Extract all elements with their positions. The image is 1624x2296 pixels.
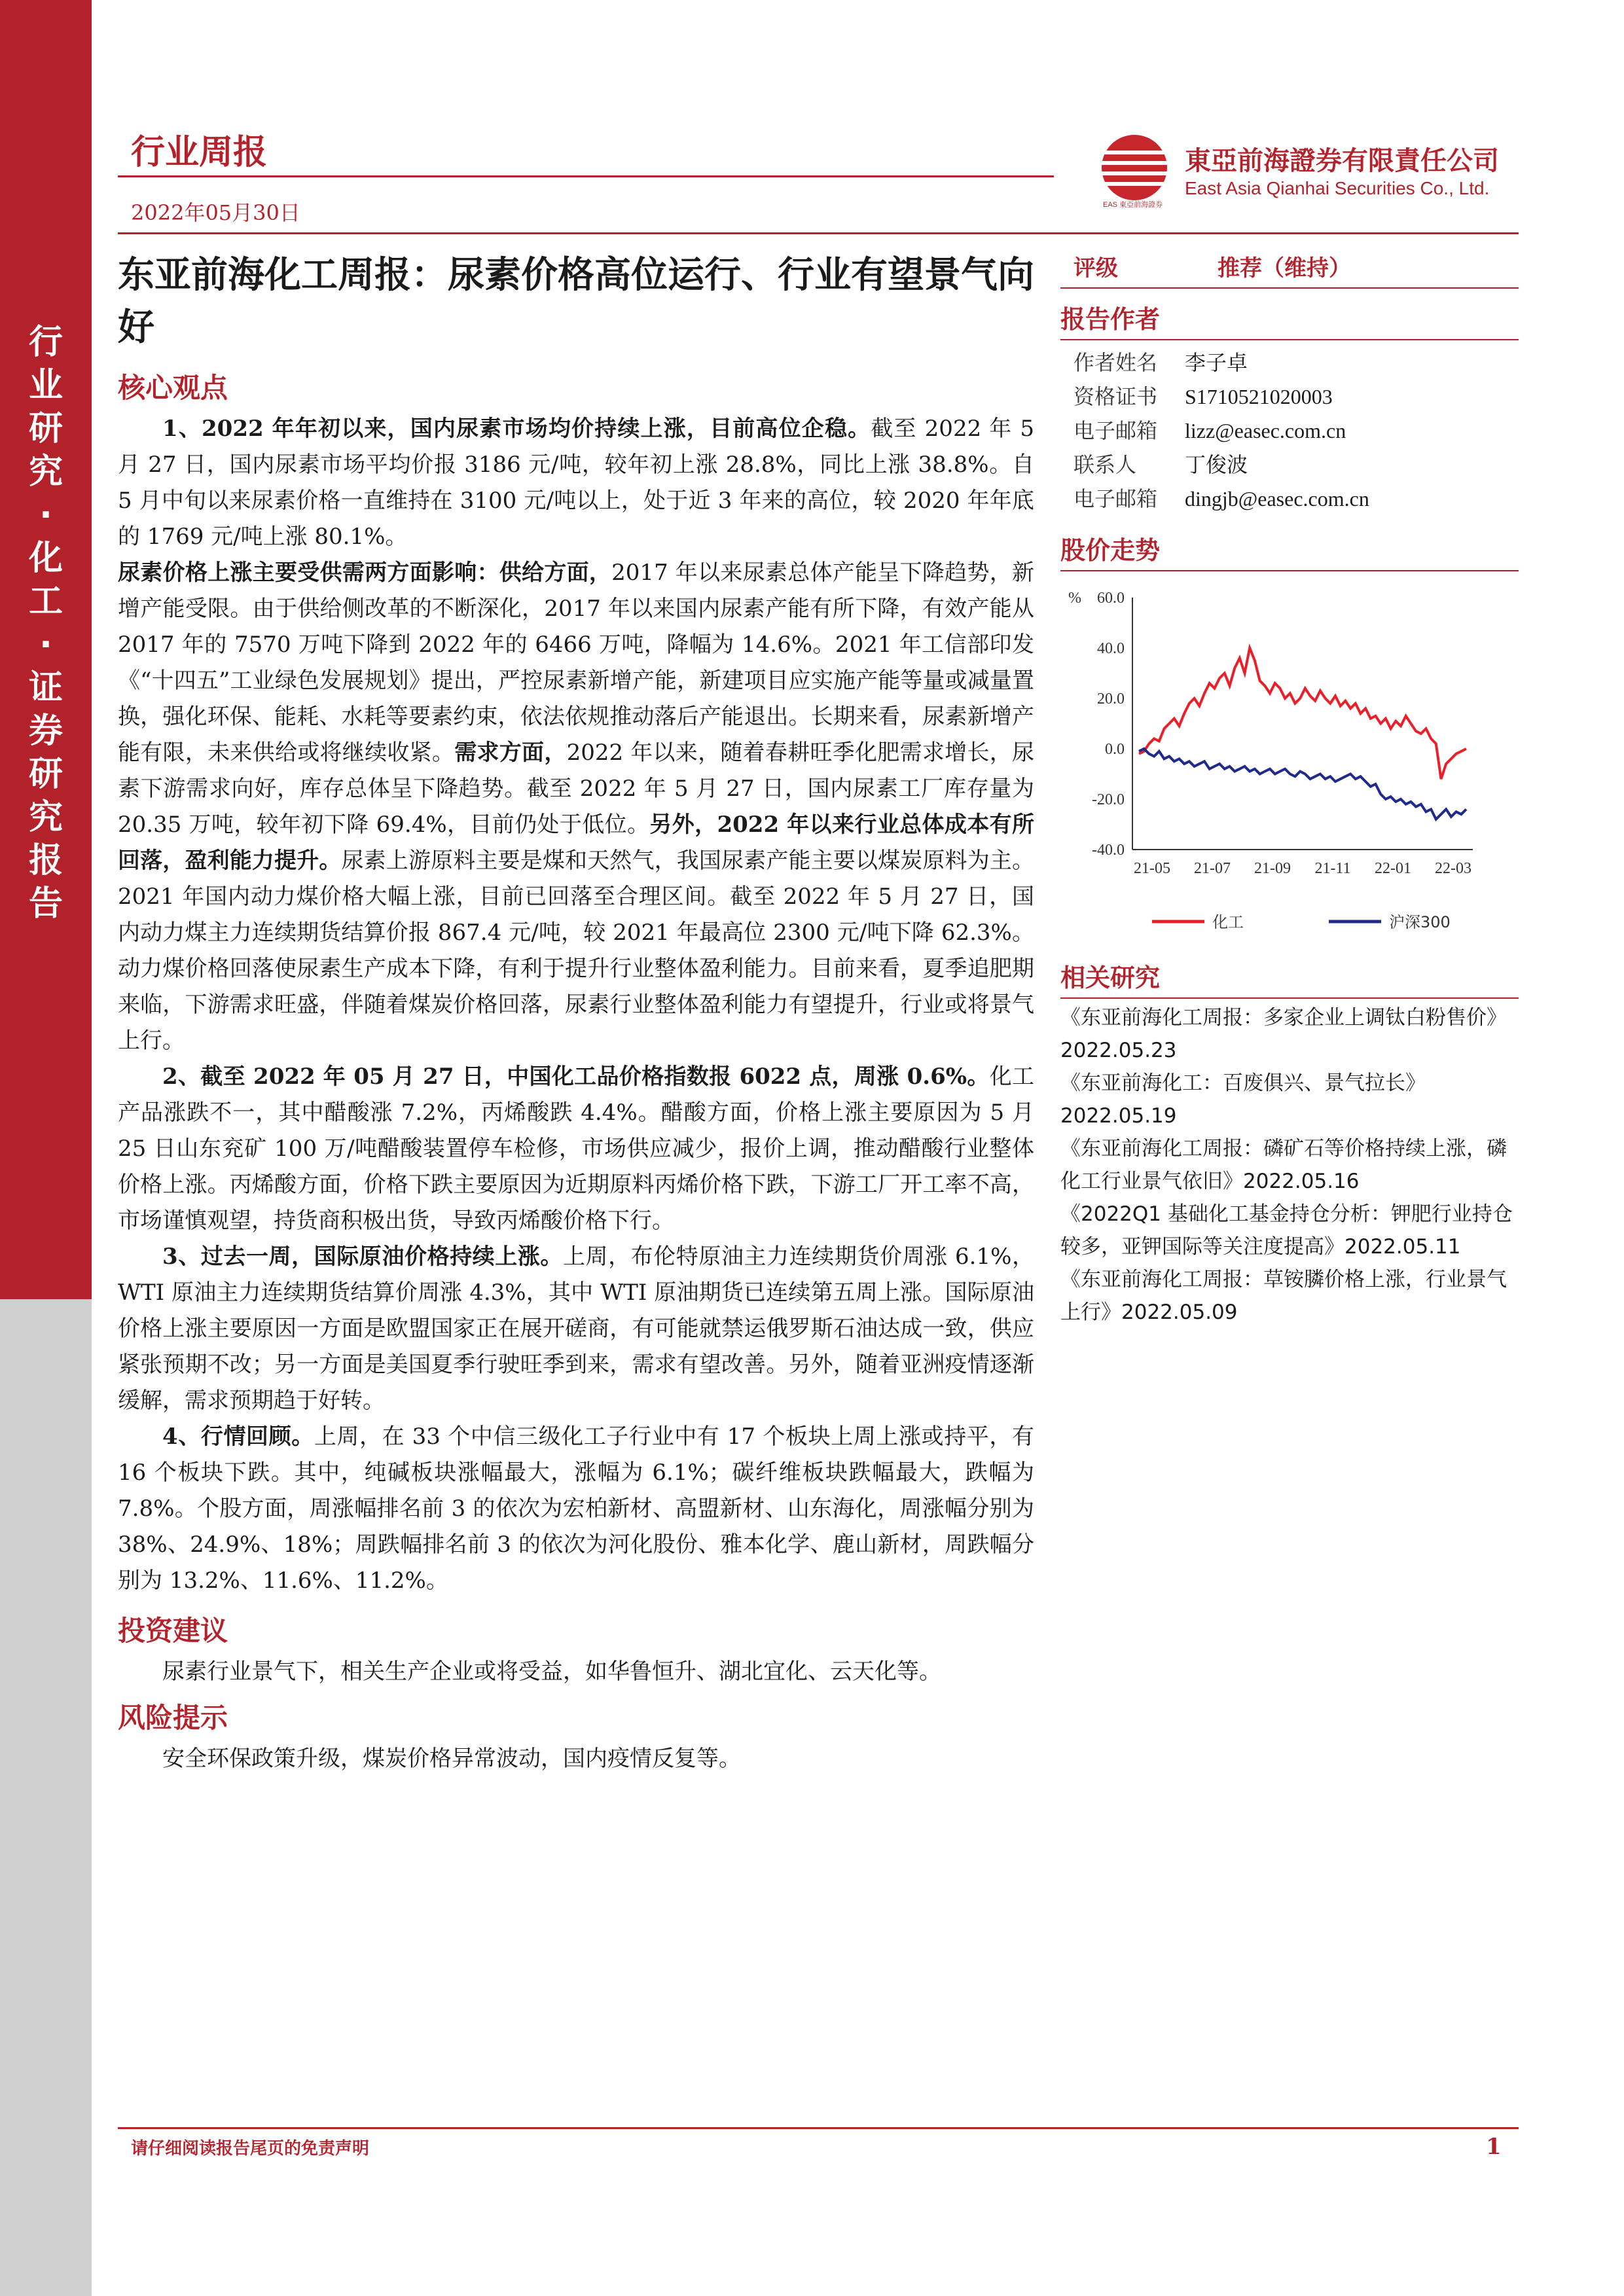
advice-text: 尿素行业景气下，相关生产企业或将受益，如华鲁恒升、湖北宜化、云天化等。 [162,1659,941,1685]
y-tick-label: 0.0 [1105,741,1125,758]
x-tick-label: 22-03 [1435,860,1471,877]
y-tick-label: 40.0 [1097,640,1125,657]
header-divider [118,175,1054,177]
author-row [1074,482,1519,516]
author-field-value: lizz@easec.com.cn [1185,419,1346,442]
author-field-label: 电子邮箱 [1074,418,1158,443]
rating-value: 推荐（维持） [1218,255,1351,281]
series-line-chemical [1139,648,1466,779]
report-title: 东亚前海化工周报：尿素价格高位运行、行业有望景气向好 [118,253,1034,349]
rating-divider [1060,287,1519,289]
logo-emblem-icon [1096,131,1172,209]
author-field-label: 作者姓名 [1074,350,1158,375]
advice-heading: 投资建议 [118,1615,228,1647]
x-tick-label: 21-07 [1194,860,1231,877]
author-field-value: 李子卓 [1185,351,1248,374]
sidebar-gray-band [0,1299,92,2296]
footer-divider [118,2127,1519,2129]
core-paragraph-4: 3、过去一周，国际原油价格持续上涨。上周，布伦特原油主力连续期货价周涨 6.1%，WTI 原油主力连续期货结算价周涨 4.3%，其中 WTI 原油期货已连续第五周上涨。国际原油价格上涨主要原因一方面是欧盟国家正在展开磋商，有可能就禁运俄罗斯石油达成一致，供应紧张预期不改；另一方面是美国夏季行驶旺季到来，需求有望改善。另外，随着亚洲疫情逐渐缓解，需求预期趋于好转。 [118,1244,1035,1414]
author-row [1074,346,1519,380]
main-content [118,249,1034,1777]
legend-label: 化工 [1212,913,1244,931]
author-field-value: 丁俊波 [1185,453,1248,476]
report-type: 行业周报 [131,133,268,172]
y-tick-label: -40.0 [1092,842,1125,859]
author-field-value: dingjb@easec.com.cn [1185,487,1369,511]
svg-text:EAS 東亞前海證券: EAS 東亞前海證券 [1103,201,1163,209]
core-paragraph-3: 2、截至 2022 年 05 月 27 日，中国化工品价格指数报 6022 点，周涨 0.6%。化工产品涨跌不一，其中醋酸涨 7.2%，丙烯酸跌 4.4%。醋酸方面，价格上涨主要原因为 5 月 25 日山东兖矿 100 万/吨醋酸装置停车检修，市场供应减少，报价上调，推动醋酸行业整体价格上涨。丙烯酸方面，价格下跌主要原因为近期原料丙烯价格下跌，下游工厂开工率不高，市场谨慎观望，持货商积极出货，导致丙烯酸价格下行。 [118,1064,1034,1234]
rating-row [1060,249,1519,287]
core-paragraph-1: 1、2022 年年初以来，国内尿素市场均价持续上涨，目前高位企稳。截至 2022 年 5 月 27 日，国内尿素市场平均价报 3186 元/吨，较年初上涨 28.8%，同比上涨 38.8%。自 5 月中旬以来尿素价格一直维持在 3100 元/吨以上，处于近 3 年来的高位，较 2020 年年底的 1769 元/吨上涨 80.1%。 [118,416,1034,550]
y-tick-label: 60.0 [1097,590,1125,607]
series-line-csi300 [1139,749,1466,819]
stock-trend-chart [1060,571,1519,944]
author-field-label: 电子邮箱 [1074,486,1158,511]
core-paragraph-2: 尿素价格上涨主要受供需两方面影响：供给方面，2017 年以来尿素总体产能呈下降趋势，新增产能受限。由于供给侧改革的不断深化，2017 年以来国内尿素产能有所下降，有效产能从 2017 年的 7570 万吨下降到 2022 年的 6466 万吨，降幅为 14.6%。2021 年工信部印发《“十四五”工业绿色发展规划》提出，严控尿素新增产能，新建项目应实施产能等量或减量置换，强化环保、能耗、水耗等要素约束，依法依规推动落后产能退出。长期来看，尿素新增产能有限，未来供给或将继续收紧。需求方面，2022 年以来，随着春耕旺季化肥需求增长，尿素下游需求向好，库存总体呈下降趋势。截至 2022 年 5 月 27 日，国内尿素工厂库存量为 20.35 万吨，较年初下降 69.4%，目前仍处于低位。另外，2022 年以来行业总体成本有所回落，盈利能力提升。尿素上游原料主要是煤和天然气，我国尿素产能主要以煤炭原料为主。2021 年国内动力煤价格大幅上涨，目前已回落至合理区间。截至 2022 年 5 月 27 日，国内动力煤主力连续期货结算价报 867.4 元/吨，较 2021 年最高位 2300 元/吨下降 62.3%。动力煤价格回落使尿素生产成本下降，有利于提升行业整体盈利能力。目前来看，夏季追肥期来临，下游需求旺盛，伴随着煤炭价格回落，尿素行业整体盈利能力有望提升，行业或将景气上行。 [118,560,1035,1054]
core-paragraph-5: 4、行情回顾。上周，在 33 个中信三级化工子行业中有 17 个板块上周上涨或持平，有 16 个板块下跌。其中，纯碱板块涨幅最大，涨幅为 6.1%；碳纤维板块跌幅最大，跌幅为 7.8%。个股方面，周涨幅排名前 3 的依次为宏柏新材、高盟新材、山东海化，周涨幅分别为 38%、24.9%、18%；周跌幅排名前 3 的依次为河化股份、雅本化学、鹿山新材，周跌幅分别为 13.2%、11.6%、11.2%。 [118,1424,1034,1594]
author-row [1074,380,1519,414]
sidebar [0,0,92,2296]
rating-label: 评级 [1074,255,1118,281]
sidebar-vertical-text: 行业研究·化工·证券研究报告 [28,323,63,924]
related-report-link[interactable]: 《东亚前海化工周报：磷矿石等价格持续上涨，磷化工行业景气依旧》2022.05.16 [1060,1137,1507,1193]
x-tick-label: 22-01 [1375,860,1411,877]
legend-label: 沪深300 [1389,913,1451,931]
author-row [1074,414,1519,448]
related-report-link[interactable]: 《东亚前海化工：百废俱兴、景气拉长》2022.05.19 [1060,1071,1426,1128]
author-row [1074,448,1519,482]
author-field-label: 资格证书 [1074,384,1158,409]
company-logo [1096,131,1528,216]
core-heading: 核心观点 [118,372,228,404]
y-tick-label: -20.0 [1092,791,1125,808]
author-field-label: 联系人 [1074,452,1137,477]
related-report-link[interactable]: 《东亚前海化工周报：多家企业上调钛白粉售价》2022.05.23 [1060,1006,1507,1062]
stock-heading: 股价走势 [1060,526,1519,571]
report-date: 2022年05月30日 [131,200,300,225]
authors-heading: 报告作者 [1060,295,1519,340]
footer-disclaimer: 请仔细阅读报告尾页的免责声明 [131,2139,370,2159]
x-tick-label: 21-09 [1254,860,1291,877]
header-divider-full [118,232,1519,234]
page-number: 1 [1486,2134,1502,2160]
authors-list [1060,340,1519,520]
x-tick-label: 21-11 [1314,860,1351,877]
company-name-en: East Asia Qianhai Securities Co., Ltd. [1185,178,1490,198]
y-tick-label: 20.0 [1097,691,1125,708]
risk-heading: 风险提示 [118,1702,228,1734]
author-field-value: S1710521020003 [1185,385,1333,408]
company-name: 東亞前海證券有限責任公司 [1185,146,1499,176]
related-report-link[interactable]: 《东亚前海化工周报：草铵膦价格上涨，行业景气上行》2022.05.09 [1060,1268,1507,1324]
right-column [1060,249,1519,1329]
x-tick-label: 21-05 [1134,860,1170,877]
y-axis-unit: % [1068,590,1081,607]
related-report-link[interactable]: 《2022Q1 基础化工基金持仓分析：钾肥行业持仓较多，亚钾国际等关注度提高》2022.05.11 [1060,1202,1513,1259]
related-list [1060,999,1519,1329]
risk-text: 安全环保政策升级，煤炭价格异常波动，国内疫情反复等。 [162,1746,741,1772]
related-heading: 相关研究 [1060,954,1519,999]
